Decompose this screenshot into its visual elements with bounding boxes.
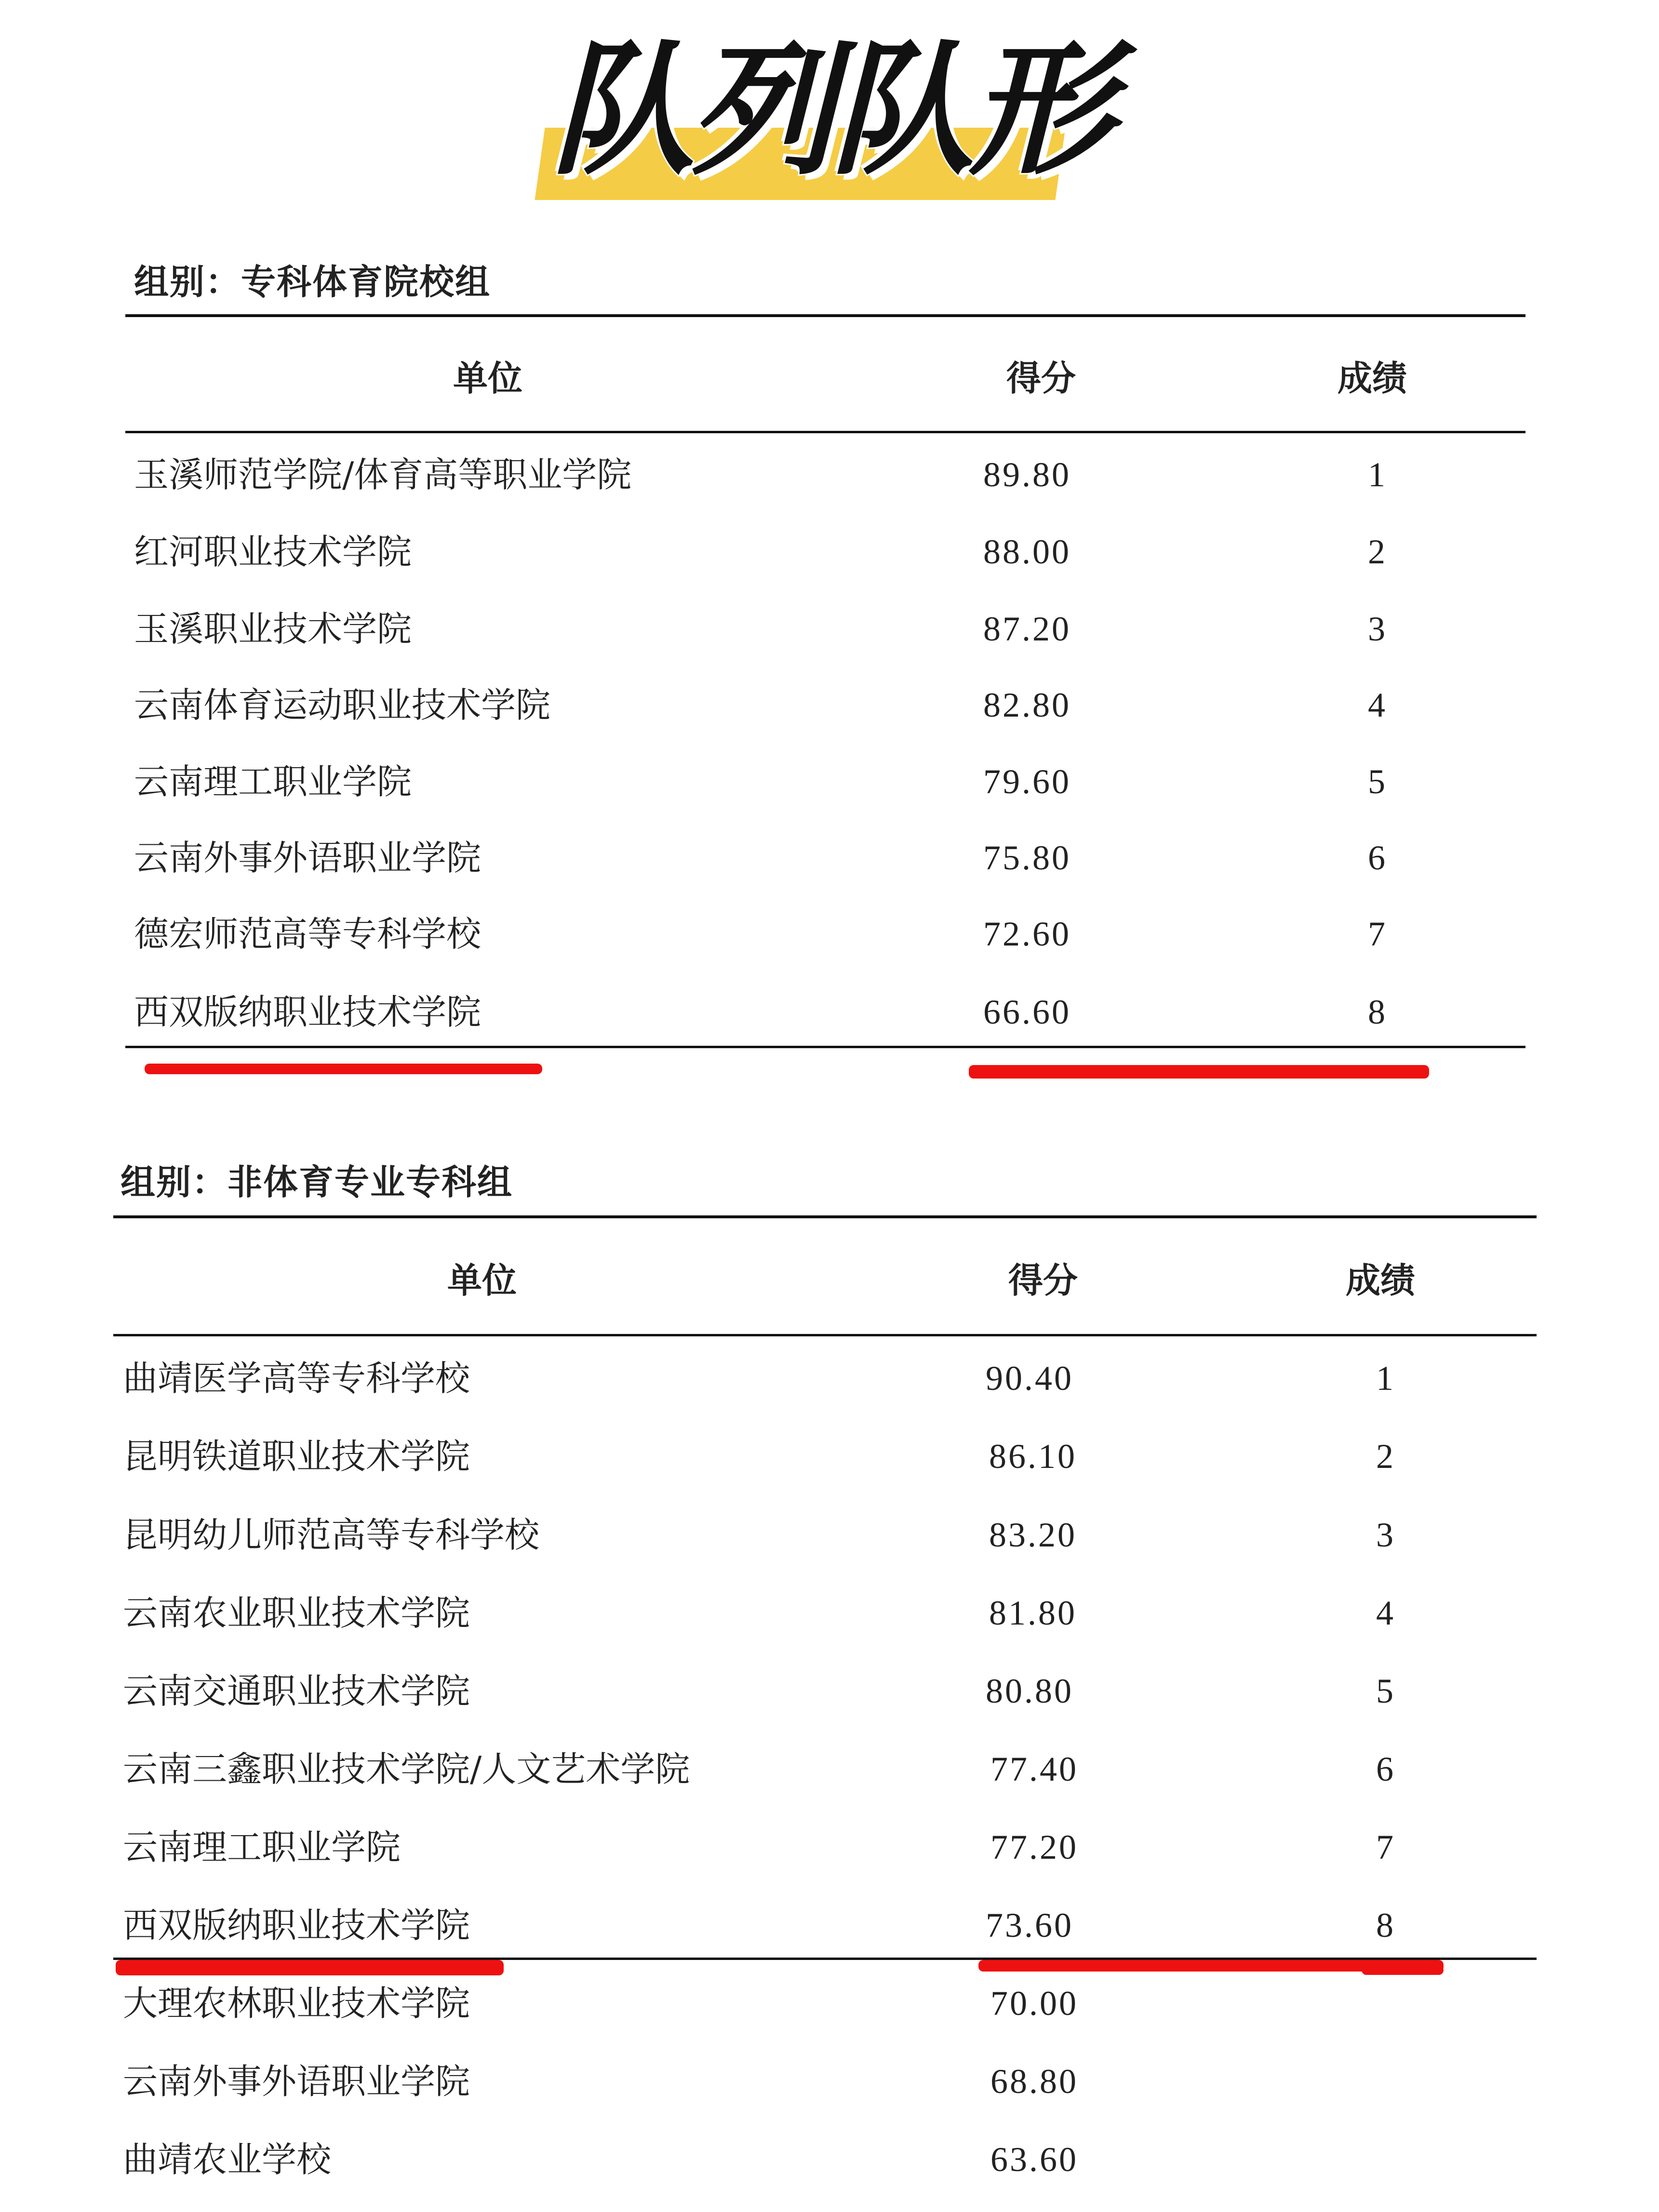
table-top-rule <box>125 314 1525 317</box>
score-cell: 87.20 <box>983 610 1071 648</box>
score-cell: 68.80 <box>990 2062 1078 2101</box>
unit-cell: 云南外事外语职业学院 <box>134 838 482 878</box>
score-cell: 66.60 <box>983 993 1071 1031</box>
rank-cell: 3 <box>1368 610 1387 648</box>
rank-cell: 8 <box>1376 1906 1395 1945</box>
rank-cell: 5 <box>1376 1672 1395 1710</box>
rank-cell: 2 <box>1368 533 1387 571</box>
unit-cell: 昆明幼儿师范高等专科学校 <box>123 1515 540 1555</box>
header-score: 得分 <box>1006 358 1076 399</box>
unit-cell: 红河职业技术学院 <box>134 532 412 572</box>
rank-cell: 6 <box>1376 1750 1395 1788</box>
header-rank: 成绩 <box>1338 358 1407 399</box>
rank-cell: 4 <box>1376 1594 1395 1632</box>
score-cell: 83.20 <box>989 1516 1077 1554</box>
rank-cell: 4 <box>1368 686 1387 724</box>
header-score: 得分 <box>1008 1260 1078 1301</box>
score-cell: 81.80 <box>989 1594 1077 1632</box>
score-cell: 80.80 <box>986 1672 1073 1710</box>
score-cell: 79.60 <box>983 762 1071 801</box>
unit-cell: 玉溪师范学院/体育高等职业学院 <box>134 454 632 495</box>
rank-cell: 7 <box>1376 1828 1395 1866</box>
red-underline-rank-tail <box>1362 1965 1444 1975</box>
red-underline-unit <box>145 1064 542 1074</box>
unit-cell: 德宏师范高等专科学校 <box>134 914 482 954</box>
score-cell: 82.80 <box>983 686 1071 724</box>
score-cell: 77.40 <box>990 1750 1078 1788</box>
red-underline-score <box>969 1065 1429 1079</box>
unit-cell: 大理农林职业技术学院 <box>123 1983 470 2024</box>
header-unit: 单位 <box>447 1260 517 1301</box>
unit-cell: 曲靖农业学校 <box>123 2139 332 2180</box>
table-header-rule <box>125 431 1525 433</box>
score-cell: 63.60 <box>990 2140 1078 2179</box>
red-underline-unit <box>116 1960 504 1975</box>
unit-cell: 云南外事外语职业学院 <box>123 2061 470 2102</box>
unit-cell: 云南体育运动职业技术学院 <box>134 685 551 725</box>
unit-cell: 玉溪职业技术学院 <box>134 609 412 649</box>
rank-cell: 5 <box>1368 762 1387 801</box>
score-cell: 90.40 <box>986 1359 1073 1398</box>
unit-cell: 昆明铁道职业技术学院 <box>123 1436 470 1477</box>
unit-cell: 云南交通职业技术学院 <box>123 1671 470 1711</box>
group-label: 组别：专科体育院校组 <box>134 262 491 302</box>
unit-cell: 西双版纳职业技术学院 <box>134 992 482 1032</box>
unit-cell: 云南农业职业技术学院 <box>123 1593 470 1633</box>
unit-cell: 云南三鑫职业技术学院/人文艺术学院 <box>123 1749 690 1789</box>
score-cell: 89.80 <box>983 455 1071 494</box>
table-bottom-rule <box>125 1046 1525 1048</box>
unit-cell: 西双版纳职业技术学院 <box>123 1905 470 1945</box>
unit-cell: 云南理工职业学院 <box>134 761 412 802</box>
score-cell: 70.00 <box>990 1984 1078 2023</box>
score-cell: 88.00 <box>983 533 1071 571</box>
score-cell: 72.60 <box>983 915 1071 953</box>
unit-cell: 曲靖医学高等专科学校 <box>123 1358 470 1399</box>
rank-cell: 6 <box>1368 839 1387 877</box>
score-cell: 75.80 <box>983 839 1071 877</box>
rank-cell: 2 <box>1376 1437 1395 1476</box>
rank-cell: 1 <box>1368 455 1387 494</box>
rank-cell: 1 <box>1376 1359 1395 1398</box>
score-cell: 77.20 <box>990 1828 1078 1866</box>
table-top-rule <box>113 1215 1537 1218</box>
header-unit: 单位 <box>453 358 523 399</box>
rank-cell: 3 <box>1376 1516 1395 1554</box>
table-header-rule <box>113 1334 1537 1336</box>
unit-cell: 云南理工职业学院 <box>123 1827 401 1867</box>
page-title: 队列队形 <box>550 27 1109 195</box>
score-cell: 86.10 <box>989 1437 1077 1476</box>
score-cell: 73.60 <box>986 1906 1073 1945</box>
title-area <box>0 19 1659 212</box>
group-label: 组别：非体育专业专科组 <box>120 1162 513 1202</box>
header-rank: 成绩 <box>1346 1260 1416 1301</box>
rank-cell: 7 <box>1368 915 1387 953</box>
rank-cell: 8 <box>1368 993 1387 1031</box>
